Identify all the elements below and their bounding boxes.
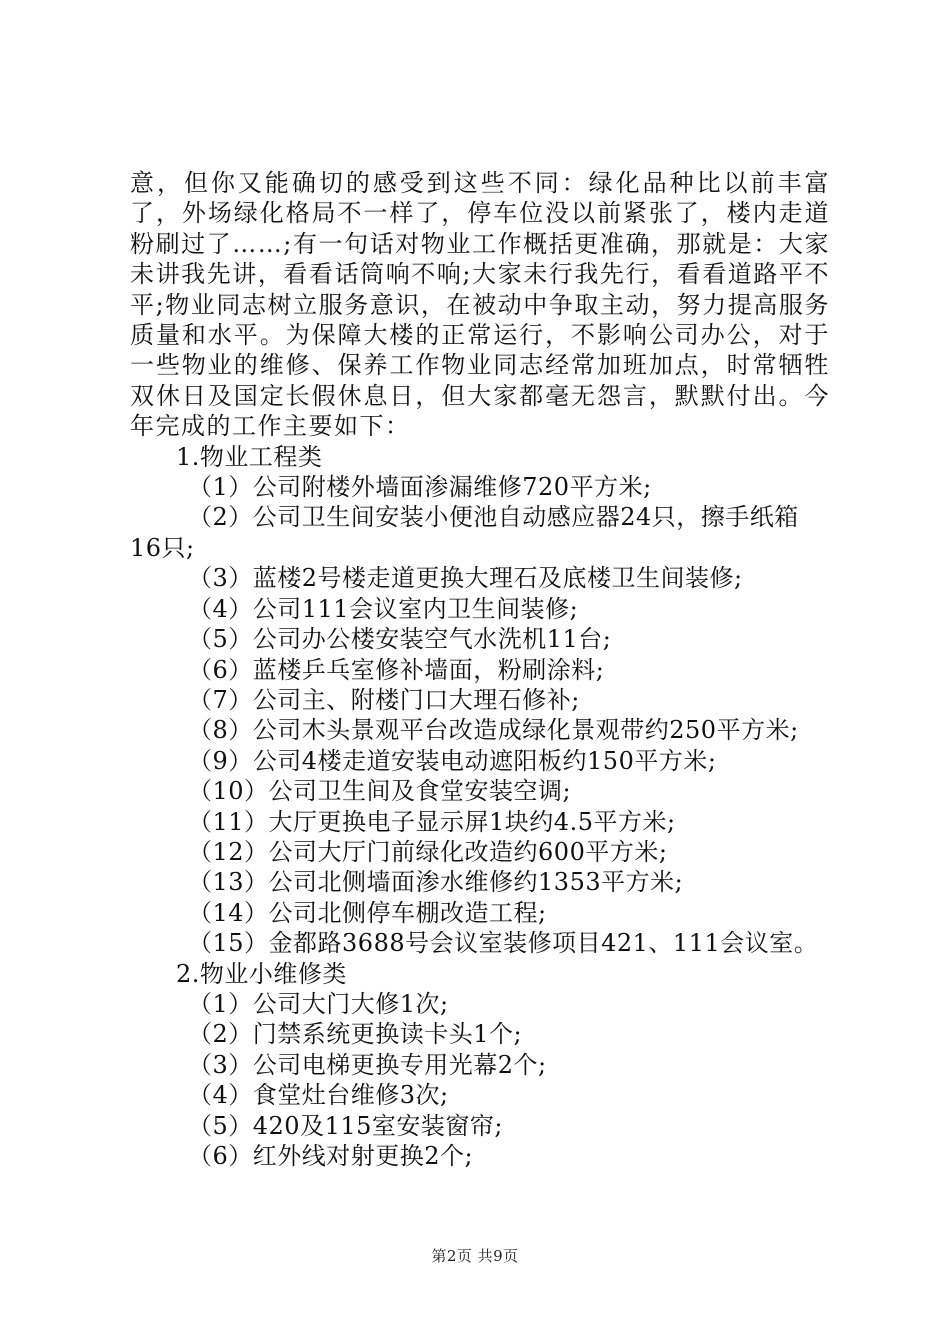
list-item: （2）公司卫生间安装小便池自动感应器24只，擦手纸箱16只; xyxy=(130,503,799,562)
list-item: （10）公司卫生间及食堂安装空调; xyxy=(188,777,572,806)
list-item: （3）蓝楼2号楼走道更换大理石及底楼卫生间装修; xyxy=(188,564,743,593)
list-item: （13）公司北侧墙面渗水维修约1353平方米; xyxy=(188,868,684,897)
list-item: （9）公司4楼走道安装电动遮阳板约150平方米; xyxy=(188,746,717,775)
list-item: （4）公司111会议室内卫生间装修; xyxy=(188,594,579,623)
document-body xyxy=(130,168,830,1171)
list-item: （1）公司附楼外墙面渗漏维修720平方米; xyxy=(188,473,652,502)
list-item: （7）公司主、附楼门口大理石修补; xyxy=(188,685,580,714)
page-footer: 第2页 共9页 xyxy=(431,1247,519,1265)
intro-paragraph: 意，但你又能确切的感受到这些不同：绿化品种比以前丰富了，外场绿化格局不一样了，停车位没以前紧张了，楼内走道粉刷过了……;有一句话对物业工作概括更准确，那就是：大家未讲我先讲，看看话筒响不响;大家未行我先行，看看道路平不平;物业同志树立服务意识，在被动中争取主动，努力提高服务质量和水平。为保障大楼的正常运行，不影响公司办公，对于一些物业的维修、保养工作物业同志经常加班加点，时常牺牲双休日及国定长假休息日，但大家都毫无怨言，默默付出。今年完成的工作主要如下： xyxy=(130,169,830,441)
section-heading-engineering: 1.物业工程类 xyxy=(176,442,323,471)
list-item: （8）公司木头景观平台改造成绿化景观带约250平方米; xyxy=(188,716,799,745)
list-item: （5）420及115室安装窗帘; xyxy=(188,1111,503,1140)
list-item: （12）公司大厅门前绿化改造约600平方米; xyxy=(188,837,668,866)
list-item: （1）公司大门大修1次; xyxy=(188,989,449,1018)
list-item: （6）蓝楼乒乓室修补墙面，粉刷涂料; xyxy=(188,655,605,684)
section-heading-minor-repairs: 2.物业小维修类 xyxy=(176,959,347,988)
list-item: （11）大厅更换电子显示屏1块约4.5平方米; xyxy=(188,807,676,836)
list-item: （2）门禁系统更换读卡头1个; xyxy=(188,1020,523,1049)
list-item: （6）红外线对射更换2个; xyxy=(188,1142,474,1170)
list-item: （14）公司北侧停车棚改造工程; xyxy=(188,898,547,927)
list-item: （3）公司电梯更换专用光幕2个; xyxy=(188,1050,547,1079)
list-item: （4）食堂灶台维修3次; xyxy=(188,1081,449,1110)
list-item: （15）金都路3688号会议室装修项目421、111会议室。 xyxy=(188,929,819,958)
list-item: （5）公司办公楼安装空气水洗机11台; xyxy=(188,625,612,654)
